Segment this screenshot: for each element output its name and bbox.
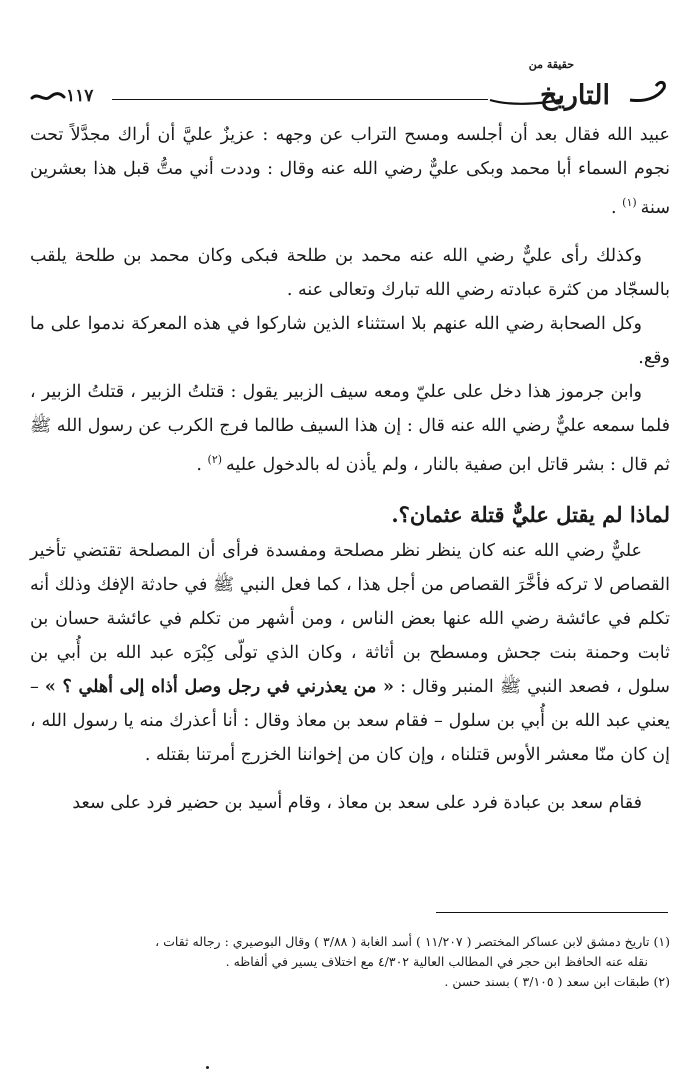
running-header <box>30 60 670 120</box>
paragraph-5-text-a: عليٌّ رضي الله عنه كان ينظر نظر مصلحة ومفسدة فرأى أن المصلحة تقتضي تأخير القصاص لا تركه فأخَّرَ القصاص من أجل هذا ، كما فعل النبي ﷺ في حادثة الإفك وذلك أنه تكلم في عائشة رضي الله عنها بعض الناس ، ومن أشهر من تكلم في عائشة حسان بن ثابت وحمنة بنت جحش ومسطح بن أثاثة ، وكان الذي تولّى كِبْرَه عبد الله بن أُبي بن سلول ، فصعد النبي ﷺ المنبر وقال : <box>30 540 670 697</box>
footnotes <box>30 932 670 992</box>
ornament-swash-icon <box>30 90 66 104</box>
footnote-rule <box>436 912 668 913</box>
footnote-ref-2: (٢) <box>207 452 223 466</box>
section-heading: لماذا لم يقتل عليٌّ قتلة عثمان؟. <box>391 501 670 527</box>
paragraph-5 <box>30 534 670 772</box>
paragraph-4: وابن جرموز هذا دخل على عليّ ومعه سيف الزبير يقول : قتلتُ الزبير ، قتلتُ الزبير ، فلما سمعه عليٌّ رضي الله عنه قال : إن هذا السيف طالما فرج الكرب عن رسول الله ﷺ ثم قال : بشر قاتل ابن صفية بالنار ، ولم يأذن له بالدخول عليه$^{(٢)}$ . <box>30 381 670 475</box>
paragraph-2: وكذلك رأى عليٌّ رضي الله عنه محمد بن طلحة فبكى وكان محمد بن طلحة يلقب بالسجّاد من كثرة عبادته رضي الله تبارك وتعالى عنه . <box>30 245 670 300</box>
hadith-quote: « من يعذرني في رجل وصل أذاه إلى أهلي ؟ » <box>44 676 394 697</box>
paragraph-1-text: عبيد الله فقال بعد أن أجلسه ومسح التراب عن وجهه : عزيزٌ عليَّ أن أراك مجدَّلاً تحت نجوم السماء أبا محمد وبكى عليٌّ رضي الله عنه وقال : وددت أني متُّ قبل هذا بعشرين سنة <box>30 125 670 218</box>
paragraph-1: عبيد الله فقال بعد أن أجلسه ومسح التراب عن وجهه : عزيزٌ عليَّ أن أراك مجدَّلاً تحت نجوم السماء أبا محمد وبكى عليٌّ رضي الله عنه وقال : وددت أني متُّ قبل هذا بعشرين سنة$^{(١)}$ . <box>30 125 670 218</box>
book-title: التاريخ <box>539 79 611 111</box>
page-number: ١١٧ <box>66 86 94 106</box>
paragraph-3: وكل الصحابة رضي الله عنهم بلا استثناء الذين شاركوا في هذه المعركة ندموا على ما وقع. <box>30 313 670 368</box>
footnote-ref-1: (١) <box>622 196 637 209</box>
print-speck <box>206 1066 209 1069</box>
paragraph-5-text-b: – يعني عبد الله بن أُبي بن سلول – فقام سعد بن معاذ وقال : أنا أعذرك منه يا رسول الله ، إن كان منّا معشر الأوس قتلناه ، وإن كان من إخواننا الخزرج أمرتنا بقتله . <box>30 676 670 765</box>
book-title-sub: حقيقة من <box>528 58 574 71</box>
paragraph-6: فقام سعد بن عبادة فرد على سعد بن معاذ ، وقام أسيد بن حضير فرد على سعد <box>72 792 642 813</box>
main-text <box>30 118 670 820</box>
footnote-1-line-2: نقله عنه الحافظ ابن حجر في المطالب العالية ٤/٣٠٢ مع اختلاف يسير في ألفاظه . <box>225 954 648 969</box>
footnote-2: (٢) طبقات ابن سعد ( ٣/١٠٥ ) بسند حسن . <box>444 974 670 989</box>
header-rule <box>112 99 488 100</box>
footnote-1-line-1: (١) تاريخ دمشق لابن عساكر المختصر ( ١١/٢٠٧ ) أسد الغابة ( ٣/٨٨ ) وقال البوصيري : رجاله ثقات ، <box>155 934 670 949</box>
book-title-logo <box>480 60 670 118</box>
paragraph-4-text: وابن جرموز هذا دخل على عليّ ومعه سيف الزبير يقول : قتلتُ الزبير ، قتلتُ الزبير ، فلما سمعه عليٌّ رضي الله عنه قال : إن هذا السيف طالما فرج الكرب عن رسول الله ﷺ ثم قال : بشر قاتل ابن صفية بالنار ، ولم يأذن له بالدخول عليه <box>30 381 670 475</box>
